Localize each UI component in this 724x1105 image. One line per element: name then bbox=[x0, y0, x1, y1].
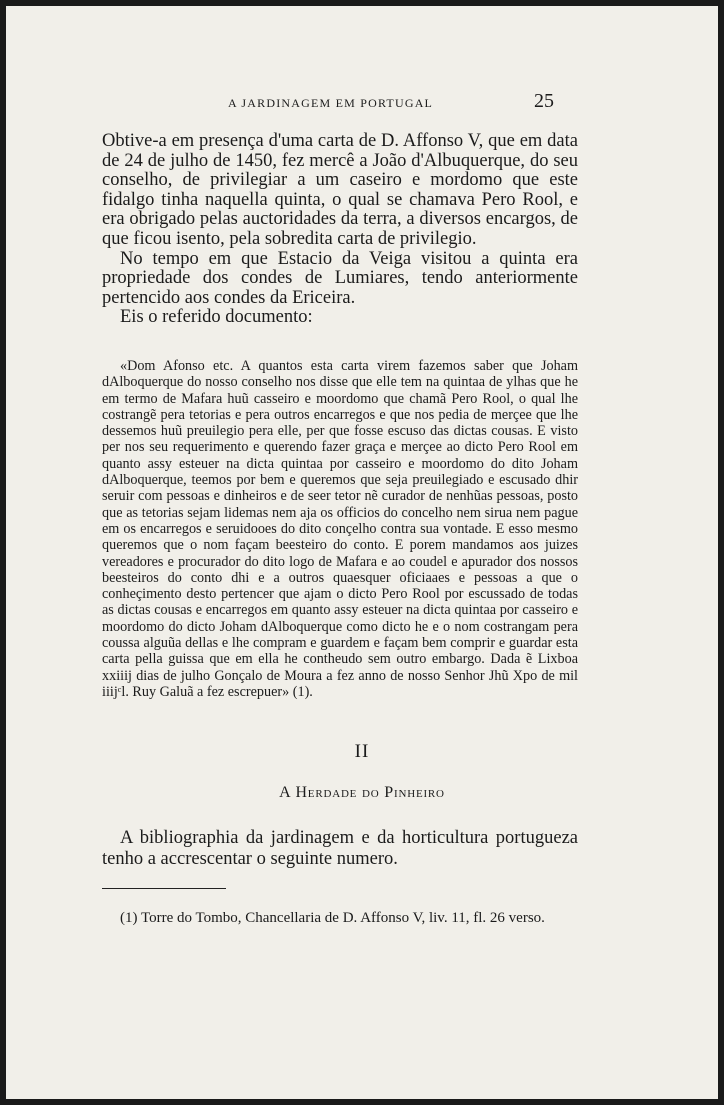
paragraph: Obtive-a em presença d'uma carta de D. Affonso V, que em data de 24 de julho de 1450, fez mercê a João d'Albuquerque, do seu conselho, de privilegiar a um caseiro e mordomo que este fidalgo tinha naquella quinta, o qual se chamava Pero Rool, e era obrigado pelas auctoridades da terra, a diversos encargos, de que ficou isento, pela sobredita carta de privilegio. bbox=[102, 131, 578, 249]
paragraph: Eis o referido documento: bbox=[120, 307, 313, 328]
footnote: (1) Torre do Tombo, Chancellaria de D. Affonso V, liv. 11, fl. 26 verso. bbox=[120, 910, 545, 926]
section-number: II bbox=[354, 741, 370, 762]
footnote-divider bbox=[102, 888, 226, 889]
section-title: A Herdade do Pinheiro bbox=[279, 784, 445, 801]
book-page bbox=[6, 6, 718, 1099]
paragraph: No tempo em que Estacio da Veiga visitou a quinta era propriedade dos condes de Lumiares, tendo anteriormente pertencido aos condes da Ericeira. bbox=[102, 248, 578, 308]
running-title: A JARDINAGEM EM PORTUGAL bbox=[228, 96, 434, 110]
quoted-document: «Dom Afonso etc. A quantos esta carta virem fazemos saber que Joham dAlboquerque do nosso conselho nos disse que elle tem na quintaa de ylhas que he em termo de Mafara huũ casseiro e moordomo que chamã Pero Rool, o qual lhe costrangẽ pera tetorias e pera outros encarregos e que nos pedia de merçee que lhe dessemos huũ preuilegio pera elle, per que fosse escuso das dictas cousas. E visto per nos seu requerimento e querendo fazer graça e merçee ao dicto Pero Rool em quanto assy esteuer na dicta quintaa por casseiro e moordomo do dito Joham dAlboquerque, teemos por bem e queremos que seja preuilegiado e escusado dhir seruir com pessoas e dinheiros e de seer tetor nẽ curador de nenhũas pessoas, posto que as tetorias sejam lidemas nem aja os officios do concelho nem sirua nem pague em os encarregos e seruidooes do dito conçelho contra sua vontade. E esso mesmo queremos que o nom façam beesteiro do conto. E porem mandamos aos juizes vereadores e procurador do dito logo de Mafara e ao coudel e apurador dos nossos beesteiros do conto dhi e a outros quaesquer oficiaaes e pessoas a que o conheçimento desto pertencer que ajam o dicto Pero Rool por escussado de todas as dictas cousas e encarregos em quanto assy esteuer na dicta quintaa por casseiro e moordomo do dicto Joham dAlboquerque como dicto he e o nom costrangam pera coussa alguũa dellas e lhe compram e guardem e façam bem comprir e guardar esta carta pella guissa que em ella he contheudo sem outro embargo. Dada ẽ Lixboa xxiiij dias de julho Gonçalo de Moura a fez anno de nosso Senhor Jhũ Xpo de mil iiijᶜl. Ruy Galuã a fez escrepuer» (1). bbox=[102, 358, 578, 700]
section-intro: A bibliographia da jardinagem e da horticultura portugueza tenho a accrescentar o seguinte numero. bbox=[102, 828, 578, 869]
page-number: 25 bbox=[534, 90, 554, 112]
main-text bbox=[102, 132, 578, 328]
